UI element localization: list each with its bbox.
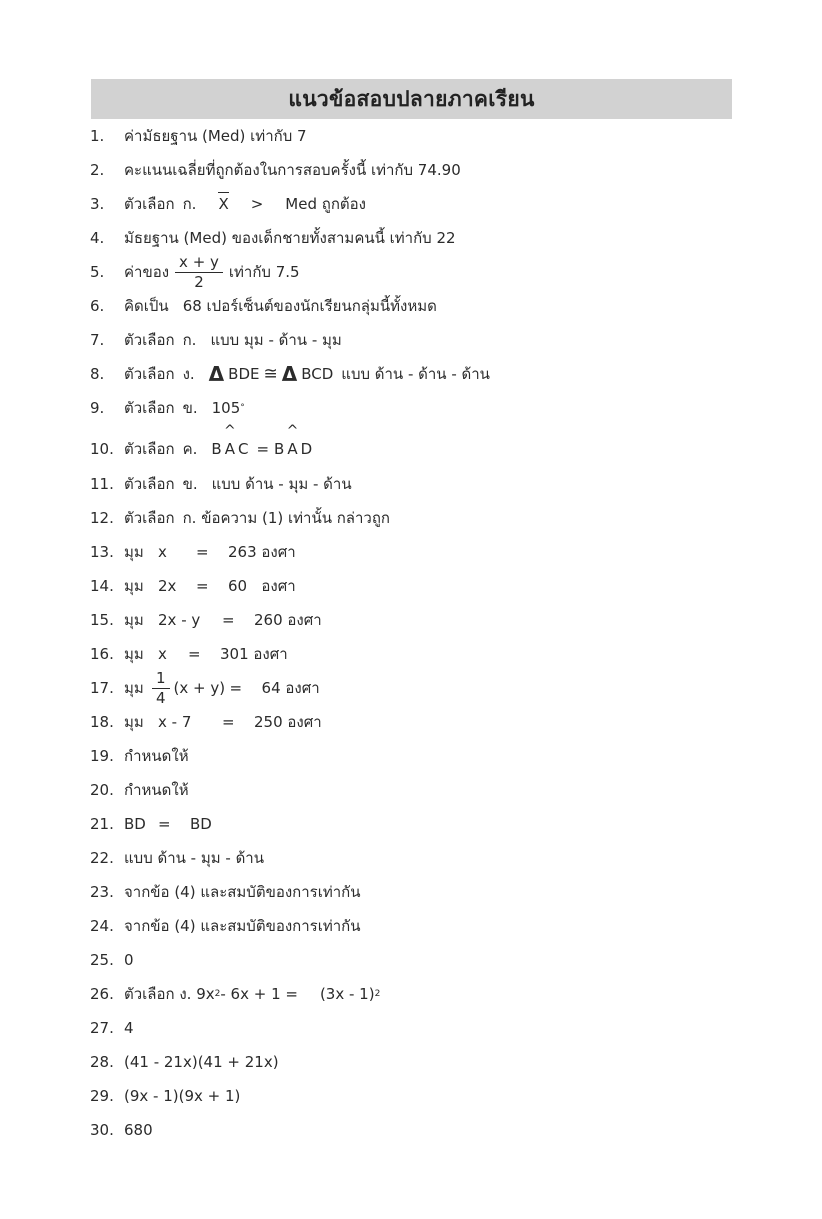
equals-sign: =	[256, 440, 270, 458]
exponent: 2	[374, 989, 381, 999]
list-item	[90, 744, 189, 768]
item-number: 14.	[90, 577, 114, 595]
item-number: 17.	[90, 679, 114, 697]
item-label: มุม	[124, 611, 144, 629]
item-text: จากข้อ (4) และสมบัติของการเท่ากัน	[124, 883, 361, 901]
list-item	[90, 642, 288, 666]
angle-vertex: B	[211, 440, 225, 458]
item-label: มุม	[124, 679, 144, 697]
item-text: กำหนดให้	[124, 781, 189, 799]
item-text: 260 องศา	[254, 611, 322, 629]
item-text: แบบ มุม - ด้าน - มุม	[210, 331, 342, 349]
item-number: 3.	[90, 195, 105, 213]
expression: x - 7	[158, 713, 192, 731]
item-number: 18.	[90, 713, 114, 731]
list-item	[90, 668, 320, 707]
list-item	[90, 124, 307, 148]
list-item	[90, 846, 264, 870]
item-text: ก. ข้อความ (1) เท่านั้น กล่าวถูก	[182, 509, 391, 527]
expression: x	[158, 543, 167, 561]
item-choice: ก.	[182, 195, 197, 213]
item-number: 19.	[90, 747, 114, 765]
item-text: (41 - 21x)(41 + 21x)	[124, 1053, 279, 1071]
item-number: 25.	[90, 951, 114, 969]
item-number: 1.	[90, 127, 105, 145]
item-number: 10.	[90, 440, 114, 458]
list-item	[90, 710, 322, 734]
angle-bad	[274, 440, 315, 458]
denominator: 2	[194, 272, 204, 291]
item-label: มุม	[124, 577, 144, 595]
item-number: 23.	[90, 883, 114, 901]
item-label: มุม	[124, 713, 144, 731]
item-number: 5.	[90, 263, 105, 281]
item-number: 2.	[90, 161, 105, 179]
item-text: BD	[190, 815, 212, 833]
item-label: ตัวเลือก	[124, 399, 175, 417]
list-item	[90, 982, 380, 1006]
item-number: 13.	[90, 543, 114, 561]
congruent-symbol: ≅	[263, 364, 278, 384]
item-text: คะแนนเฉลี่ยที่ถูกต้องในการสอบครั้งนี้ เท่ากับ 74.90	[124, 161, 461, 179]
angle-vertex: B	[274, 440, 288, 458]
list-item	[90, 1084, 240, 1108]
item-text: แบบ ด้าน - มุม - ด้าน	[211, 475, 352, 493]
equals-sign: =	[158, 815, 171, 833]
item-number: 4.	[90, 229, 105, 247]
list-item	[90, 506, 390, 530]
triangle-symbol: Δ	[208, 362, 225, 386]
list-item	[90, 437, 315, 461]
item-number: 11.	[90, 475, 114, 493]
angle-hat: ^ A	[287, 440, 300, 458]
item-text: แบบ ด้าน - ด้าน - ด้าน	[341, 365, 490, 383]
page-title: แนวข้อสอบปลายภาคเรียน	[288, 86, 535, 111]
title-bar	[91, 79, 732, 119]
list-item	[90, 778, 189, 802]
item-text: Med ถูกต้อง	[285, 195, 366, 213]
triangle-name: BCD	[301, 365, 334, 383]
list-item	[90, 1016, 134, 1040]
item-text: เท่ากับ 7.5	[228, 263, 300, 281]
list-item	[90, 812, 212, 836]
item-choice: ข.	[182, 475, 198, 493]
item-text: ตัวเลือก ง. 9x	[124, 985, 215, 1003]
item-number: 9.	[90, 399, 105, 417]
item-label: ค่าของ	[124, 263, 170, 281]
item-text: 60 องศา	[228, 577, 296, 595]
denominator: 4	[156, 688, 166, 707]
item-number: 8.	[90, 365, 105, 383]
item-number: 7.	[90, 331, 105, 349]
item-text: ค่ามัธยฐาน (Med) เท่ากับ 7	[124, 127, 307, 145]
angle-hat: ^ A	[225, 440, 238, 458]
angle-vertex: C	[237, 440, 252, 458]
list-item	[90, 574, 296, 598]
list-item	[90, 158, 461, 182]
list-item	[90, 252, 300, 291]
item-text: BD	[124, 815, 146, 833]
item-choice: ง.	[182, 365, 195, 383]
item-label: คิดเป็น	[124, 297, 169, 315]
expression: (x + y)	[173, 679, 226, 697]
item-label: ตัวเลือก	[124, 331, 175, 349]
item-text: 0	[124, 951, 134, 969]
equals-sign: =	[222, 611, 235, 629]
list-item	[90, 192, 366, 216]
expression: 2x	[158, 577, 177, 595]
item-text: (3x - 1)	[319, 985, 375, 1003]
item-value: 105	[211, 399, 241, 417]
operator: >	[250, 195, 264, 213]
item-number: 21.	[90, 815, 114, 833]
expression: 2x - y	[158, 611, 201, 629]
item-label: ตัวเลือก	[124, 509, 175, 527]
item-choice: ค.	[182, 440, 198, 458]
exponent: 2	[214, 989, 221, 999]
item-text: มัธยฐาน (Med) ของเด็กชายทั้งสามคนนี้ เท่ากับ 22	[124, 229, 456, 247]
list-item	[90, 880, 360, 904]
x-bar-symbol: X	[218, 195, 229, 213]
item-text: 4	[124, 1019, 134, 1037]
item-number: 30.	[90, 1121, 114, 1139]
item-label: มุม	[124, 645, 144, 663]
list-item	[90, 396, 245, 420]
fraction	[175, 252, 223, 291]
list-item	[90, 472, 352, 496]
item-label: มุม	[124, 543, 144, 561]
item-number: 24.	[90, 917, 114, 935]
list-item	[90, 294, 437, 318]
item-number: 29.	[90, 1087, 114, 1105]
item-number: 16.	[90, 645, 114, 663]
degree-symbol: °	[240, 403, 245, 413]
item-text: 68 เปอร์เซ็นต์ของนักเรียนกลุ่มนี้ทั้งหมด	[182, 297, 437, 315]
equals-sign: =	[222, 713, 235, 731]
list-item	[90, 540, 296, 564]
item-number: 28.	[90, 1053, 114, 1071]
list-item	[90, 608, 322, 632]
equals-sign: =	[229, 679, 243, 697]
expression: x	[158, 645, 167, 663]
item-number: 22.	[90, 849, 114, 867]
item-label: ตัวเลือก	[124, 365, 175, 383]
numerator: 1	[152, 671, 170, 689]
fraction	[152, 668, 170, 707]
item-text: 301 องศา	[220, 645, 288, 663]
item-text: จากข้อ (4) และสมบัติของการเท่ากัน	[124, 917, 361, 935]
item-number: 15.	[90, 611, 114, 629]
triangle-symbol: Δ	[281, 362, 298, 386]
list-item	[90, 948, 134, 972]
item-choice: ข.	[182, 399, 198, 417]
item-number: 12.	[90, 509, 114, 527]
item-label: ตัวเลือก	[124, 475, 175, 493]
list-item	[90, 914, 360, 938]
item-number: 27.	[90, 1019, 114, 1037]
angle-vertex: D	[300, 440, 316, 458]
numerator: x + y	[175, 255, 223, 273]
item-choice: ก.	[182, 331, 197, 349]
item-text: แบบ ด้าน - มุม - ด้าน	[124, 849, 264, 867]
list-item	[90, 1118, 153, 1142]
item-number: 26.	[90, 985, 114, 1003]
item-text: 263 องศา	[228, 543, 296, 561]
item-text: (9x - 1)(9x + 1)	[124, 1087, 241, 1105]
item-text: 64 องศา	[261, 679, 320, 697]
list-item	[90, 226, 456, 250]
item-label: ตัวเลือก	[124, 440, 175, 458]
list-item	[90, 328, 342, 352]
item-text: กำหนดให้	[124, 747, 189, 765]
item-number: 6.	[90, 297, 105, 315]
item-number: 20.	[90, 781, 114, 799]
list-item	[90, 1050, 279, 1074]
item-text: 250 องศา	[254, 713, 322, 731]
equals-sign: =	[196, 543, 209, 561]
item-text: 680	[124, 1121, 153, 1139]
list-item	[90, 362, 490, 386]
item-text: - 6x + 1 =	[220, 985, 298, 1003]
angle-bac	[211, 440, 251, 458]
triangle-name: BDE	[228, 365, 260, 383]
equals-sign: =	[188, 645, 201, 663]
item-label: ตัวเลือก	[124, 195, 175, 213]
equals-sign: =	[196, 577, 209, 595]
